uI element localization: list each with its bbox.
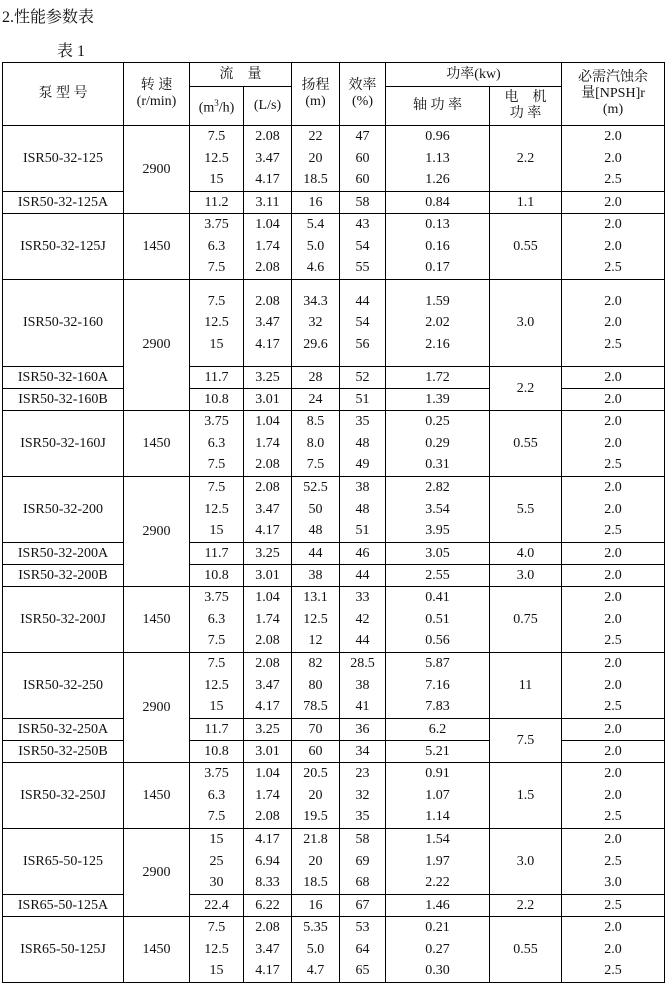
npsh-cell: 2.0 2.5 3.0 [562,829,665,895]
head-cell: 5.35 5.0 4.7 [292,917,340,983]
motor-power-cell: 3.0 [490,280,562,367]
efficiency-cell: 44 54 56 [340,280,386,367]
header-flow-m3h [190,87,244,126]
head-cell: 34.3 32 29.6 [292,280,340,367]
header-head [292,63,340,126]
flow-m3h-cell: 11.7 [190,719,244,741]
model-cell: ISR65-50-125A [3,895,124,917]
shaft-power-cell: 6.2 [386,719,490,741]
table-row [3,763,665,829]
flow-ls-cell: 3.25 [244,719,292,741]
model-cell: ISR50-32-160 [3,280,124,367]
flow-m3h-cell: 3.75 6.3 7.5 [190,587,244,653]
npsh-cell: 2.0 2.0 2.5 [562,477,665,543]
efficiency-cell: 35 48 49 [340,411,386,477]
flow-m3h-cell: 10.8 [190,741,244,763]
table-row [3,192,665,214]
shaft-power-cell: 0.25 0.29 0.31 [386,411,490,477]
speed-cell: 2900 [124,653,190,763]
shaft-power-cell: 0.13 0.16 0.17 [386,214,490,280]
flow-ls-cell: 2.08 3.47 4.17 [244,280,292,367]
model-cell: ISR50-32-200J [3,587,124,653]
npsh-cell: 2.0 [562,565,665,587]
shaft-power-cell: 3.05 [386,543,490,565]
motor-power-cell: 2.2 [490,126,562,192]
header-motor-power-line1: 电 机 [504,90,547,105]
table-row [3,126,665,192]
shaft-power-cell: 1.39 [386,389,490,411]
head-cell: 60 [292,741,340,763]
motor-power-cell: 0.55 [490,214,562,280]
flow-m3h-cell: 11.7 [190,543,244,565]
header-npsh-line2: 量[NPSH]r [581,86,645,101]
flow-m3h-cell: 7.5 12.5 15 [190,477,244,543]
head-cell: 24 [292,389,340,411]
flow-m3h-cell: 15 25 30 [190,829,244,895]
motor-power-cell: 3.0 [490,829,562,895]
efficiency-cell: 51 [340,389,386,411]
flow-ls-cell: 2.08 3.47 4.17 [244,477,292,543]
speed-cell: 2900 [124,829,190,917]
header-flow-ls: (L/s) [244,87,292,126]
head-cell: 44 [292,543,340,565]
table-row [3,895,665,917]
header-efficiency [340,63,386,126]
efficiency-cell: 58 69 68 [340,829,386,895]
shaft-power-cell: 5.87 7.16 7.83 [386,653,490,719]
shaft-power-cell: 2.82 3.54 3.95 [386,477,490,543]
model-cell: ISR50-32-125J [3,214,124,280]
head-cell: 82 80 78.5 [292,653,340,719]
efficiency-cell: 67 [340,895,386,917]
flow-m3h-cell: 7.5 12.5 15 [190,126,244,192]
motor-power-cell: 2.2 [490,895,562,917]
motor-power-cell: 2.2 [490,367,562,411]
header-flow-m3h-sup: 3 [214,98,219,109]
npsh-cell: 2.0 2.0 2.5 [562,587,665,653]
motor-power-cell: 0.55 [490,917,562,983]
speed-cell: 1450 [124,411,190,477]
npsh-cell: 2.5 [562,895,665,917]
header-shaft-power: 轴 功 率 [386,87,490,126]
head-cell: 70 [292,719,340,741]
table-caption: 表 1 [57,43,86,60]
header-npsh-unit: (m) [602,102,624,117]
head-cell: 28 [292,367,340,389]
table-row [3,917,665,983]
efficiency-cell: 28.5 38 41 [340,653,386,719]
table-row [3,565,665,587]
table-row [3,829,665,895]
npsh-cell: 2.0 [562,543,665,565]
flow-ls-cell: 3.01 [244,741,292,763]
header-efficiency-label: 效率 [348,78,377,93]
npsh-cell: 2.0 2.0 2.5 [562,411,665,477]
table-row [3,587,665,653]
flow-ls-cell: 1.04 1.74 2.08 [244,411,292,477]
speed-cell: 2900 [124,280,190,411]
speed-cell: 1450 [124,763,190,829]
flow-ls-cell: 6.22 [244,895,292,917]
flow-m3h-cell: 11.2 [190,192,244,214]
performance-table [2,62,665,983]
motor-power-cell: 11 [490,653,562,719]
table-row [3,389,665,411]
table-row [3,280,665,367]
npsh-cell: 2.0 [562,741,665,763]
motor-power-cell: 5.5 [490,477,562,543]
efficiency-cell: 58 [340,192,386,214]
npsh-cell: 2.0 2.0 2.5 [562,763,665,829]
flow-ls-cell: 2.08 3.47 4.17 [244,126,292,192]
efficiency-cell: 34 [340,741,386,763]
npsh-cell: 2.0 [562,719,665,741]
speed-cell: 2900 [124,126,190,214]
head-cell: 38 [292,565,340,587]
flow-ls-cell: 1.04 1.74 2.08 [244,763,292,829]
efficiency-cell: 38 48 51 [340,477,386,543]
flow-ls-cell: 2.08 3.47 4.17 [244,653,292,719]
header-efficiency-unit: (%) [352,94,373,109]
flow-m3h-cell: 10.8 [190,389,244,411]
npsh-cell: 2.0 [562,192,665,214]
motor-power-cell: 3.0 [490,565,562,587]
header-flow: 流 量 [190,63,292,87]
efficiency-cell: 53 64 65 [340,917,386,983]
efficiency-cell: 33 42 44 [340,587,386,653]
shaft-power-cell: 1.46 [386,895,490,917]
flow-ls-cell: 1.04 1.74 2.08 [244,214,292,280]
flow-m3h-cell: 22.4 [190,895,244,917]
table-row [3,367,665,389]
motor-power-cell: 0.75 [490,587,562,653]
motor-power-cell: 1.5 [490,763,562,829]
shaft-power-cell: 0.41 0.51 0.56 [386,587,490,653]
model-cell: ISR50-32-160B [3,389,124,411]
motor-power-cell: 1.1 [490,192,562,214]
header-head-unit: (m) [305,94,326,109]
npsh-cell: 2.0 2.0 2.5 [562,653,665,719]
flow-m3h-cell: 10.8 [190,565,244,587]
speed-cell: 2900 [124,477,190,587]
npsh-cell: 2.0 2.0 2.5 [562,214,665,280]
table-row [3,653,665,719]
motor-power-cell: 4.0 [490,543,562,565]
head-cell: 21.8 20 18.5 [292,829,340,895]
model-cell: ISR50-32-250J [3,763,124,829]
model-cell: ISR50-32-200A [3,543,124,565]
header-speed-label: 转 速 [140,78,173,93]
efficiency-cell: 36 [340,719,386,741]
shaft-power-cell: 1.54 1.97 2.22 [386,829,490,895]
model-cell: ISR65-50-125J [3,917,124,983]
flow-m3h-cell: 11.7 [190,367,244,389]
npsh-cell: 2.0 2.0 2.5 [562,126,665,192]
head-cell: 52.5 50 48 [292,477,340,543]
head-cell: 16 [292,895,340,917]
header-speed-unit: (r/min) [136,94,177,109]
npsh-cell: 2.0 [562,367,665,389]
efficiency-cell: 43 54 55 [340,214,386,280]
shaft-power-cell: 0.21 0.27 0.30 [386,917,490,983]
header-npsh [562,63,665,126]
table-row [3,543,665,565]
table-row [3,214,665,280]
model-cell: ISR50-32-160J [3,411,124,477]
flow-m3h-cell: 7.5 12.5 15 [190,653,244,719]
npsh-cell: 2.0 [562,389,665,411]
shaft-power-cell: 0.91 1.07 1.14 [386,763,490,829]
model-cell: ISR50-32-250B [3,741,124,763]
efficiency-cell: 47 60 60 [340,126,386,192]
motor-power-cell: 0.55 [490,411,562,477]
motor-power-cell: 7.5 [490,719,562,763]
speed-cell: 1450 [124,214,190,280]
header-flow-m3h-pre: (m [198,100,215,116]
header-motor-power-line2: 功 率 [509,106,542,121]
shaft-power-cell: 0.96 1.13 1.26 [386,126,490,192]
model-cell: ISR50-32-125 [3,126,124,192]
shaft-power-cell: 1.72 [386,367,490,389]
model-cell: ISR50-32-160A [3,367,124,389]
flow-ls-cell: 3.25 [244,543,292,565]
npsh-cell: 2.0 2.0 2.5 [562,280,665,367]
flow-ls-cell: 3.01 [244,389,292,411]
model-cell: ISR65-50-125 [3,829,124,895]
table-row [3,719,665,741]
flow-ls-cell: 4.17 6.94 8.33 [244,829,292,895]
header-motor-power [490,87,562,126]
model-cell: ISR50-32-200 [3,477,124,543]
speed-cell: 1450 [124,917,190,983]
head-cell: 22 20 18.5 [292,126,340,192]
flow-m3h-cell: 7.5 12.5 15 [190,917,244,983]
model-cell: ISR50-32-250 [3,653,124,719]
speed-cell: 1450 [124,587,190,653]
flow-ls-cell: 2.08 3.47 4.17 [244,917,292,983]
shaft-power-cell: 2.55 [386,565,490,587]
header-model: 泵 型 号 [3,63,124,126]
table-row [3,477,665,543]
header-head-label: 扬程 [301,78,330,93]
model-cell: ISR50-32-125A [3,192,124,214]
section-title: 2.性能参数表 [2,9,95,26]
head-cell: 16 [292,192,340,214]
flow-ls-cell: 3.11 [244,192,292,214]
shaft-power-cell: 5.21 [386,741,490,763]
table-row [3,411,665,477]
flow-ls-cell: 3.25 [244,367,292,389]
efficiency-cell: 46 [340,543,386,565]
efficiency-cell: 52 [340,367,386,389]
flow-ls-cell: 1.04 1.74 2.08 [244,587,292,653]
header-npsh-line1: 必需汽蚀余 [578,70,648,85]
header-flow-m3h-post: /h) [218,100,235,116]
efficiency-cell: 23 32 35 [340,763,386,829]
header-speed [124,63,190,126]
header-power: 功率(kw) [386,63,562,87]
table-row [3,741,665,763]
head-cell: 5.4 5.0 4.6 [292,214,340,280]
flow-m3h-cell: 3.75 6.3 7.5 [190,214,244,280]
model-cell: ISR50-32-250A [3,719,124,741]
flow-ls-cell: 3.01 [244,565,292,587]
npsh-cell: 2.0 2.0 2.5 [562,917,665,983]
flow-m3h-cell: 7.5 12.5 15 [190,280,244,367]
shaft-power-cell: 0.84 [386,192,490,214]
flow-m3h-cell: 3.75 6.3 7.5 [190,411,244,477]
efficiency-cell: 44 [340,565,386,587]
head-cell: 8.5 8.0 7.5 [292,411,340,477]
shaft-power-cell: 1.59 2.02 2.16 [386,280,490,367]
head-cell: 13.1 12.5 12 [292,587,340,653]
flow-m3h-cell: 3.75 6.3 7.5 [190,763,244,829]
head-cell: 20.5 20 19.5 [292,763,340,829]
model-cell: ISR50-32-200B [3,565,124,587]
